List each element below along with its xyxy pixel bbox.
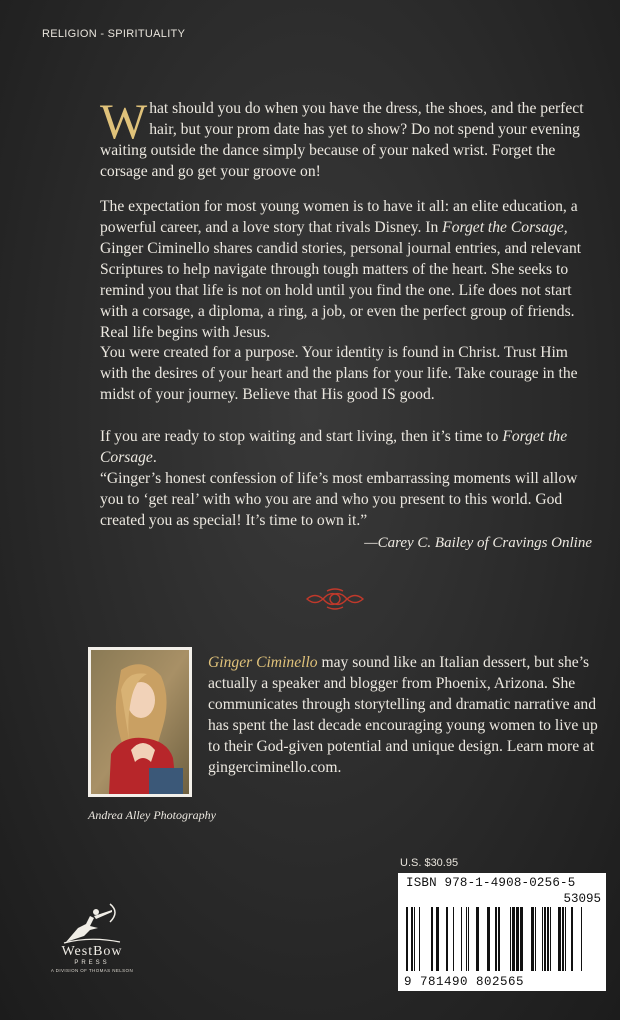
quote-text: “Ginger’s honest confession of life’s most embarrassing moments will allow you to ‘get real’ with who you are and who you present to this world. God created you as special! It’s time to own it.” (100, 470, 578, 529)
purpose-paragraph (100, 342, 592, 405)
publisher-division: A DIVISION OF THOMAS NELSON (50, 968, 134, 973)
p3-text: You were created for a purpose. Your identity is found in Christ. Trust Him with the desires of your heart and the plans for your life. Take courage in the midst of your journey. Believe that His good IS good. (100, 344, 578, 403)
p2-part2: Ginger Ciminello shares candid stories, personal journal entries, and relevant Scriptures to help navigate through tough matters of the heart. She seeks to remind you that life is not on hold until you find the one. Life does not start with a corsage, a diploma, a ring, a job, or even the perfect group of friends. Real life begins with Jesus. (100, 240, 582, 341)
p2-part1: The expectation for most young women is to have it all: an elite education, a powerful career, and a love story that rivals Disney. In (100, 198, 578, 236)
photo-credit: Andrea Alley Photography (88, 808, 216, 822)
archer-icon (60, 902, 124, 944)
category-label: RELIGION - SPIRITUALITY (42, 28, 186, 40)
price-code: 53095 (563, 892, 601, 906)
barcode-icon (406, 907, 598, 971)
drop-cap: W (100, 93, 148, 149)
expectation-paragraph (100, 196, 592, 343)
barcode-number: 9 781490 802565 (404, 975, 525, 989)
author-bio-text: may sound like an Italian dessert, but she’s actually a speaker and blogger from Phoenix, Arizona. She communicates through storytelling and dramatic narrative and has spent the last decade encouraging young women to live up to their God-given potential and unique design. Learn more at gingerciminello.com. (208, 654, 598, 776)
intro-paragraph (100, 93, 592, 182)
author-bio (208, 652, 598, 778)
author-photo (88, 647, 192, 797)
quote-attribution: —Carey C. Bailey of Cravings Online (364, 535, 592, 551)
publisher-subtitle: PRESS (74, 960, 110, 966)
intro-text: hat should you do when you have the dress, the shoes, and the perfect hair, but your prom date has yet to show? Do not spend your evening waiting outside the dance simply because of your naked wrist. Forget the corsage and go get your groove on! (100, 100, 584, 180)
ready-paragraph (100, 426, 592, 468)
p4-part1: If you are ready to stop waiting and start living, then it’s time to (100, 428, 503, 445)
book-title-ref: Forget the Corsage, (442, 219, 568, 236)
isbn-text: ISBN 978-1-4908-0256-5 (406, 876, 576, 890)
publisher-logo (42, 902, 142, 973)
book-title-ref-2: Forget the Corsage (100, 428, 568, 466)
price-label: U.S. $30.95 (400, 857, 459, 869)
endorsement-quote (100, 468, 592, 531)
author-name: Ginger Ciminello (208, 654, 318, 671)
publisher-name: WestBow (61, 944, 123, 959)
barcode-box (398, 873, 606, 991)
p4-part2: . (152, 449, 157, 466)
ornament-flourish-icon (305, 588, 365, 610)
